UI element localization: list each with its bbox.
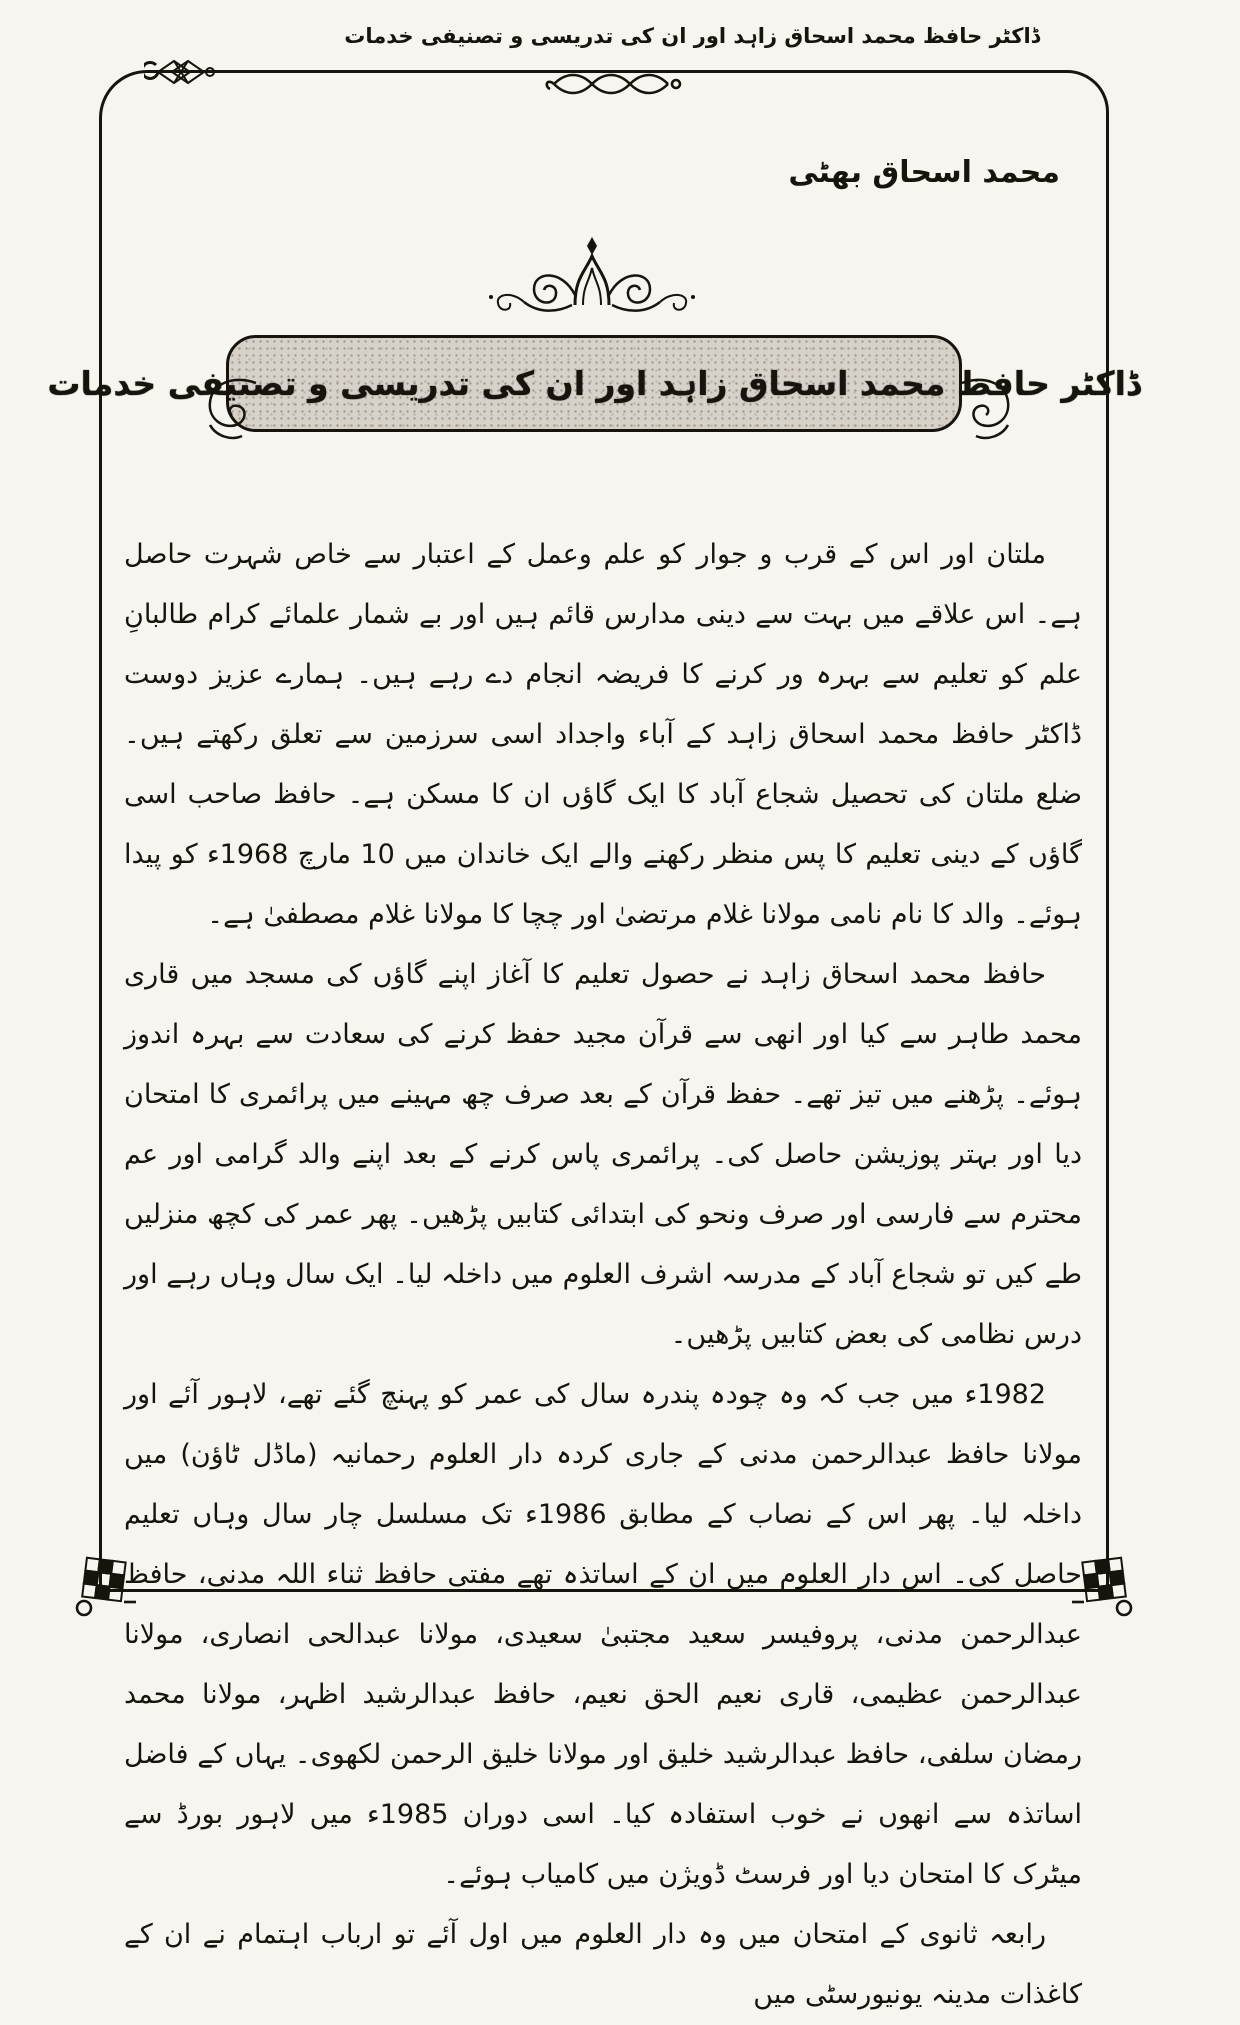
spiral-curl-right-icon <box>958 373 1038 445</box>
paragraph-1: ملتان اور اس کے قرب و جوار کو علم وعمل کے اعتبار سے خاص شہرت حاصل ہے۔ اس علاقے میں بہت سے دینی مدارس قائم ہیں اور بے شمار علمائے کرام طالبانِ علم کو تعلیم سے بہرہ ور کرنے کا فریضہ انجام دے رہے ہیں۔ ہمارے عزیز دوست ڈاکٹر حافظ محمد اسحاق زاہد کے آباء واجداد اسی سرزمین سے تعلق رکھتے ہیں۔ ضلع ملتان کی تحصیل شجاع آباد کا ایک گاؤں ان کا مسکن ہے۔ حافظ صاحب اسی گاؤں کے دینی تعلیم کا پس منظر رکھنے والے ایک خاندان میں 10 مارچ 1968ء کو پیدا ہوئے۔ والد کا نام نامی مولانا غلام مرتضیٰ اور چچا کا مولانا غلام مصطفیٰ ہے۔ <box>124 539 1082 930</box>
spiral-curl-left-icon <box>180 373 260 445</box>
page-frame <box>47 70 1141 2010</box>
page-header-title: ڈاکٹر حافظ محمد اسحاق زاہد اور ان کی تدریسی و تصنیفی خدمات <box>344 24 1040 48</box>
checkered-knot-bottom-right-icon <box>1068 1555 1134 1621</box>
banner-title: ڈاکٹر حافظ محمد اسحاق زاہد اور ان کی تدریسی و تصنیفی خدمات <box>47 364 1141 403</box>
crown-flourish-icon <box>462 231 722 335</box>
author-name: محمد اسحاق بھٹی <box>788 155 1060 190</box>
paragraph-4: رابعہ ثانوی کے امتحان میں وہ دار العلوم میں اول آئے تو ارباب اہتمام نے ان کے کاغذات مدینہ یونیورسٹی میں <box>124 1919 1082 2010</box>
paragraph-2: حافظ محمد اسحاق زاہد نے حصول تعلیم کا آغاز اپنے گاؤں کی مسجد میں قاری محمد طاہر سے کیا اور انھی سے قرآن مجید حفظ کرنے کی سعادت سے بہرہ اندوز ہوئے۔ پڑھنے میں تیز تھے۔ حفظ قرآن کے بعد صرف چھ مہینے میں پرائمری کا امتحان دیا اور بہتر پوزیشن حاصل کی۔ پرائمری پاس کرنے کے بعد اپنے والد گرامی اور عم محترم سے فارسی اور صرف ونحو کی ابتدائی کتابیں پڑھیں۔ پھر عمر کی کچھ منزلیں طے کیں تو شجاع آباد کے مدرسہ اشرف العلوم میں داخلہ لیا۔ ایک سال وہاں رہے اور درس نظامی کی بعض کتابیں پڑھیں۔ <box>124 959 1082 1350</box>
body-text <box>102 525 1106 2025</box>
woven-knot-icon <box>144 55 218 89</box>
checkered-knot-bottom-left-icon <box>74 1555 140 1621</box>
braid-knot-icon <box>542 67 692 101</box>
title-banner <box>47 335 1141 432</box>
paragraph-3: 1982ء میں جب کہ وہ چودہ پندرہ سال کی عمر کو پہنچ گئے تھے، لاہور آئے اور مولانا حافظ عبدالرحمن مدنی کے جاری کردہ دار العلوم رحمانیہ (ماڈل ٹاؤن) میں داخلہ لیا۔ پھر اس کے نصاب کے مطابق 1986ء تک مسلسل چار سال وہاں تعلیم حاصل کی۔ اس دار العلوم میں ان کے اساتذہ تھے مفتی حافظ ثناء اللہ مدنی، حافظ عبدالرحمن مدنی، پروفیسر سعید مجتبیٰ سعیدی، مولانا عبدالحی انصاری، مولانا عبدالرحمن عظیمی، قاری نعیم الحق نعیم، حافظ عبدالرشید اظہر، مولانا محمد رمضان سلفی، حافظ عبدالرشید خلیق اور مولانا خلیق الرحمن لکھوی۔ یہاں کے فاضل اساتذہ سے انھوں نے خوب استفادہ کیا۔ اسی دوران 1985ء میں لاہور بورڈ سے میٹرک کا امتحان دیا اور فرسٹ ڈویژن میں کامیاب ہوئے۔ <box>124 1379 1082 1890</box>
